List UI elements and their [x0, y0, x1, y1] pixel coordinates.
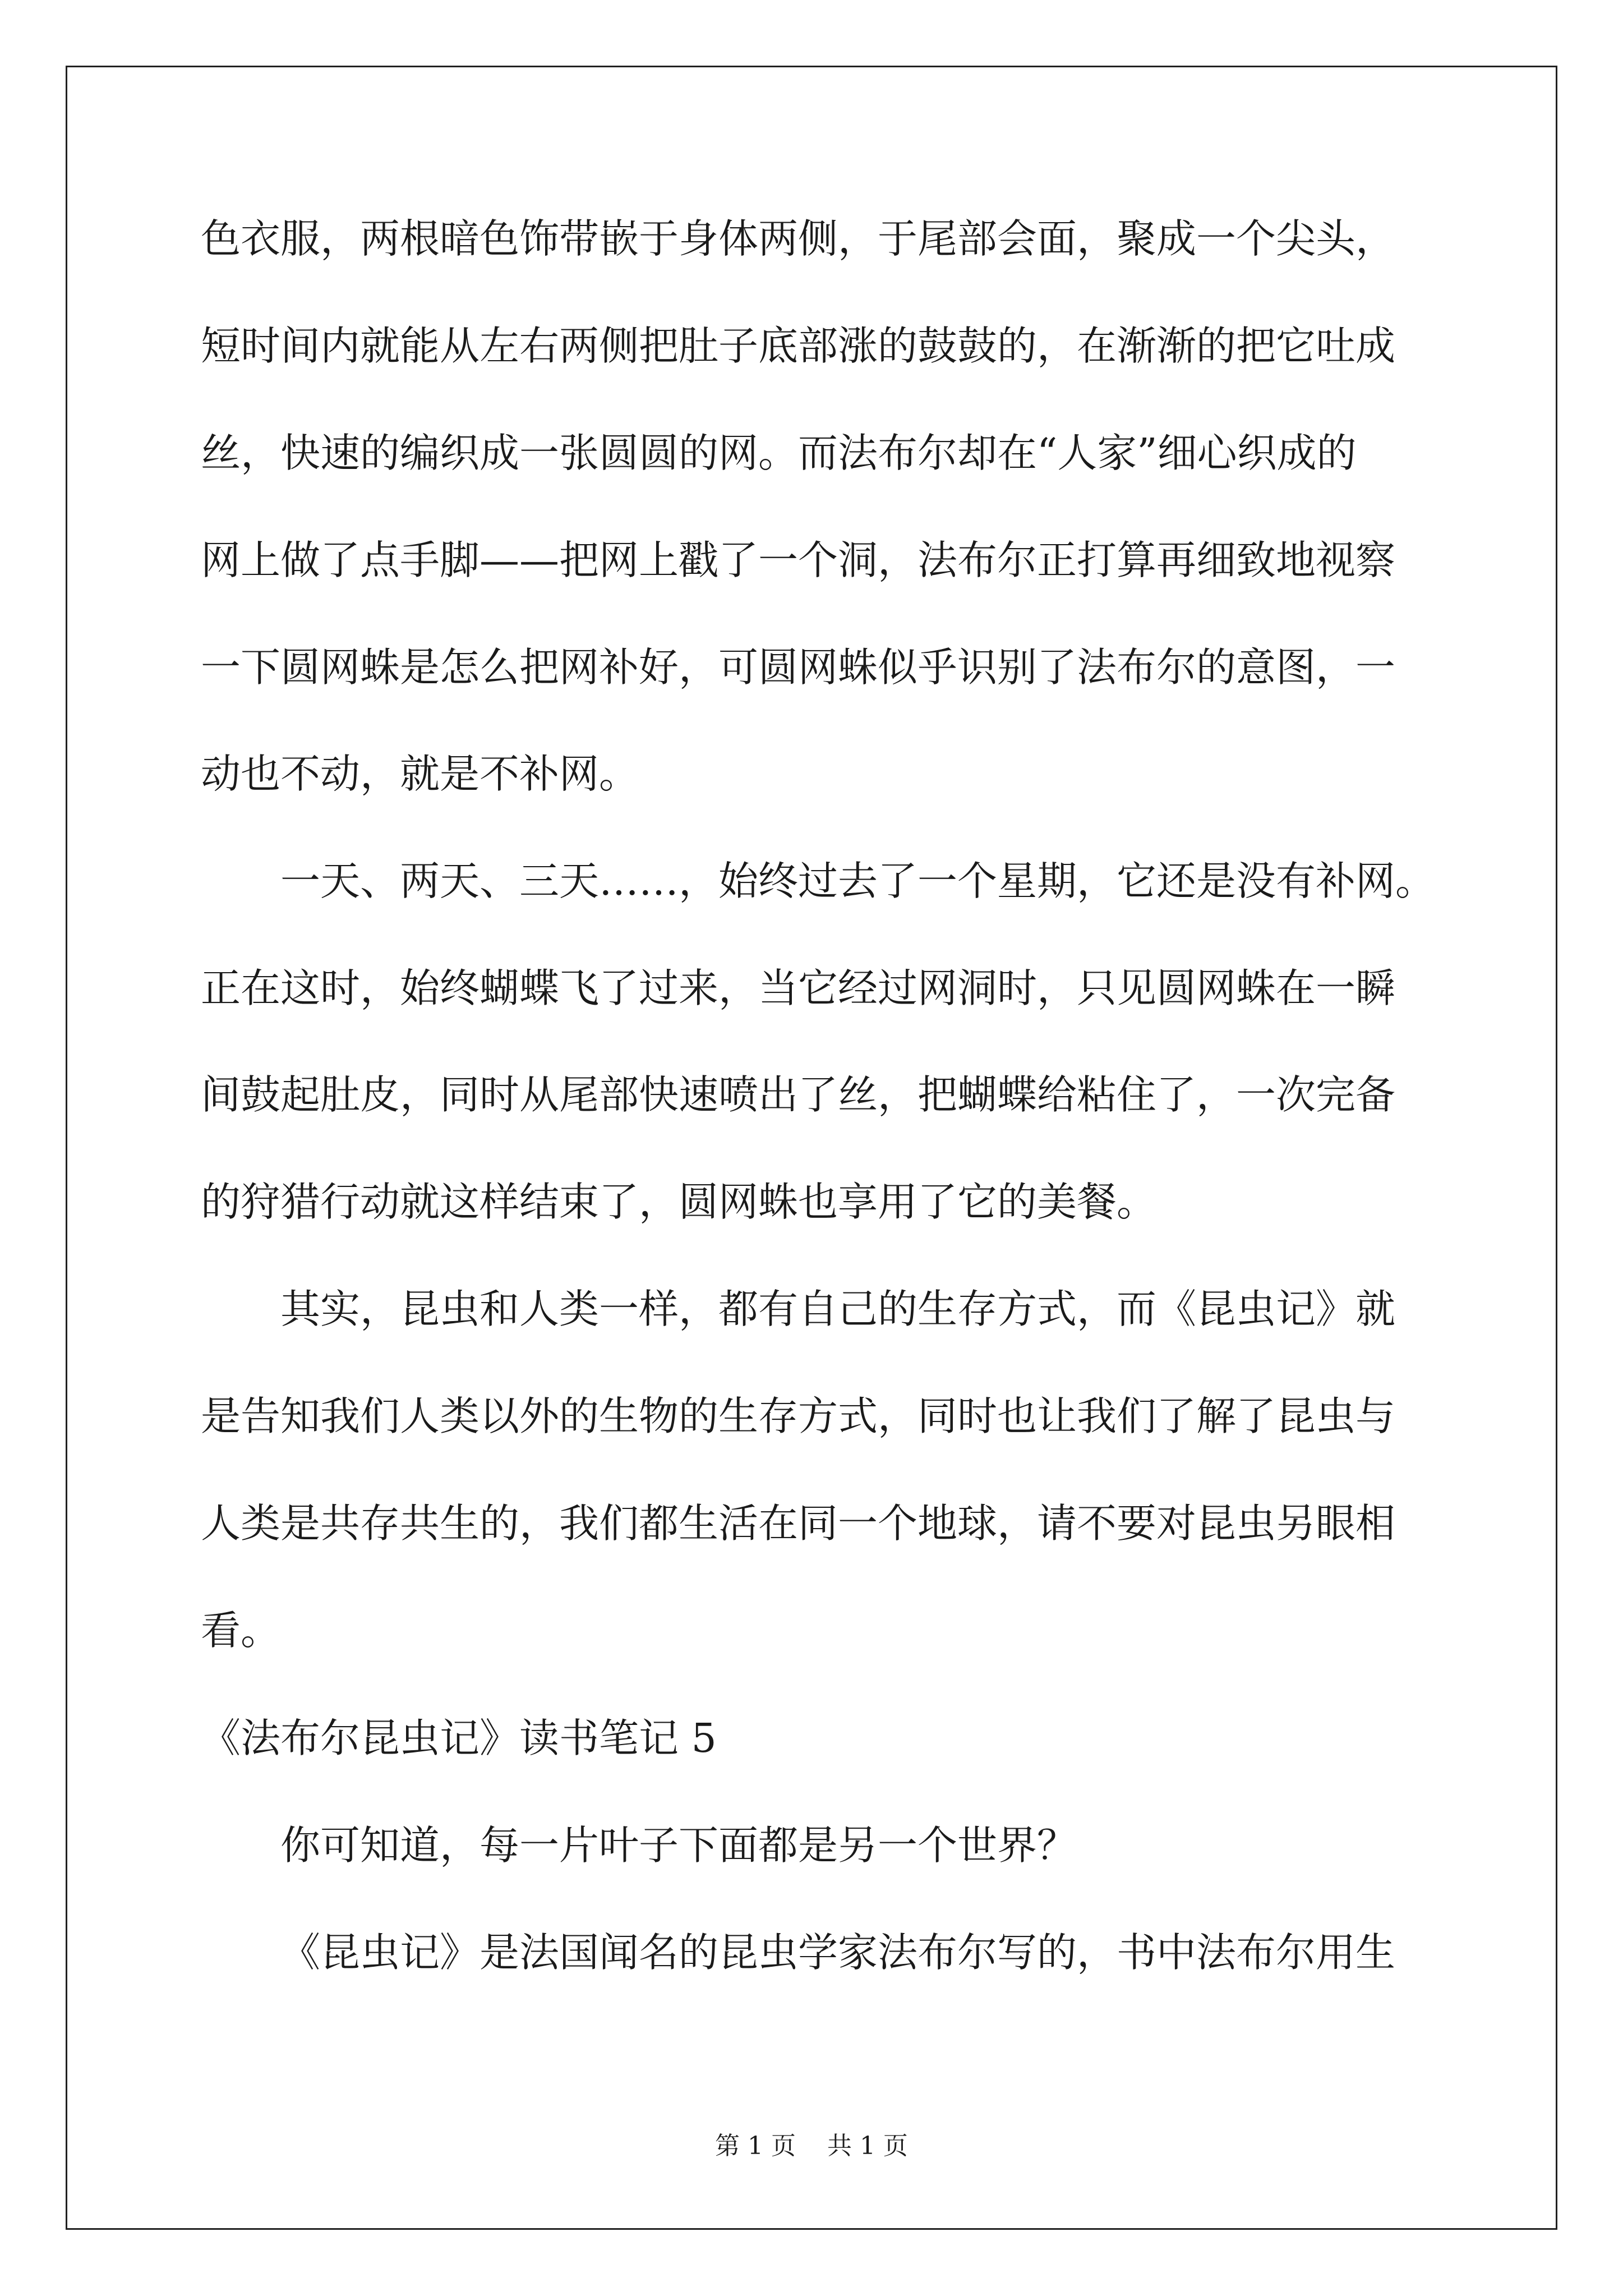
section-heading: 《法布尔昆虫记》读书笔记 5 [201, 1715, 717, 1761]
text-line-4: 网上做了点手脚——把网上戳了一个洞，法布尔正打算再细致地视察 [201, 537, 1396, 583]
text-line-3: 丝，快速的编织成一张圆圆的网。而法布尔却在“人家”细心织成的 [201, 430, 1357, 476]
paragraph-start-4: 《昆虫记》是法国闻名的昆虫学家法布尔写的，书中法布尔用生 [280, 1929, 1396, 1976]
text-line-14: 看。 [201, 1607, 281, 1654]
text-line-6: 动也不动，就是不补网。 [201, 751, 639, 797]
text-line-1: 色衣服，两根暗色饰带嵌于身体两侧，于尾部会面，聚成一个尖头， [201, 215, 1396, 262]
paragraph-start-2: 其实，昆虫和人类一样，都有自己的生存方式，而《昆虫记》就 [280, 1286, 1396, 1332]
page-footer: 第 1 页 共 1 页 [715, 2132, 908, 2160]
page-border [66, 66, 1557, 2230]
text-line-10: 的狩猎行动就这样结束了，圆网蛛也享用了它的美餐。 [201, 1179, 1157, 1225]
text-line-5: 一下圆网蛛是怎么把网补好，可圆网蛛似乎识别了法布尔的意图，一 [201, 644, 1396, 691]
text-line-12: 是告知我们人类以外的生物的生存方式，同时也让我们了解了昆虫与 [201, 1393, 1396, 1439]
text-line-13: 人类是共存共生的，我们都生活在同一个地球，请不要对昆虫另眼相 [201, 1500, 1396, 1547]
paragraph-start-3: 你可知道，每一片叶子下面都是另一个世界？ [280, 1822, 1077, 1869]
text-line-8: 正在这时，始终蝴蝶飞了过来，当它经过网洞时，只见圆网蛛在一瞬 [201, 965, 1396, 1011]
paragraph-start-1: 一天、两天、三天……，始终过去了一个星期，它还是没有补网。 [280, 858, 1436, 904]
text-line-2: 短时间内就能从左右两侧把肚子底部涨的鼓鼓的，在渐渐的把它吐成 [201, 323, 1396, 369]
text-line-9: 间鼓起肚皮，同时从尾部快速喷出了丝，把蝴蝶给粘住了，一次完备 [201, 1071, 1396, 1118]
